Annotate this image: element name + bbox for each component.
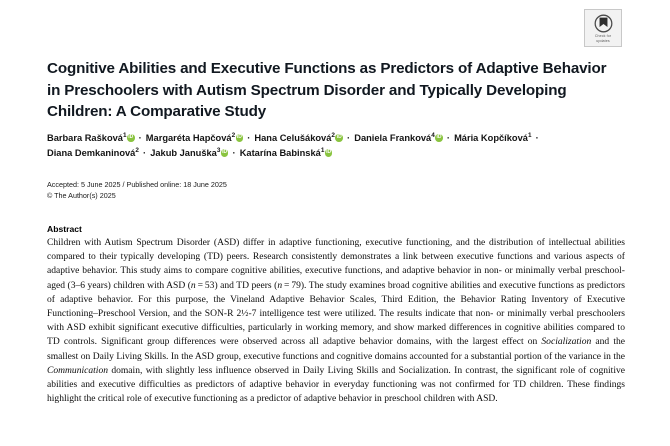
author-separator: · bbox=[533, 133, 539, 143]
author-affiliation-marker: 2 bbox=[231, 131, 236, 139]
abstract-italic-term: n bbox=[277, 279, 283, 291]
orcid-icon[interactable] bbox=[221, 149, 229, 157]
author-affiliation-marker: 1 bbox=[320, 146, 325, 154]
author-name: Mária Kopčíková$^1$ bbox=[454, 131, 532, 143]
author-separator: · bbox=[344, 133, 353, 143]
author-name: Barbara Rašková$^1$iD bbox=[47, 133, 135, 143]
orcid-icon[interactable] bbox=[325, 149, 333, 157]
author-separator: · bbox=[244, 133, 253, 143]
page-title: Cognitive Abilities and Executive Functions as Predictors of Adaptive Behavior in Preschoolers with Autism Spectrum Disorder and Typically Developing Children: A Comparative Study bbox=[47, 60, 607, 121]
author-affiliation-marker: 1 bbox=[527, 131, 532, 139]
author-name: Jakub Januška$^3$iD bbox=[150, 148, 228, 158]
abstract-section bbox=[47, 224, 625, 406]
crossmark-label-line2: updates bbox=[596, 39, 610, 43]
orcid-icon[interactable] bbox=[435, 134, 443, 142]
crossmark-badge[interactable] bbox=[584, 9, 622, 47]
author-separator: · bbox=[136, 133, 145, 143]
author-name: Katarína Babinská$^1$iD bbox=[240, 148, 333, 158]
author-list bbox=[47, 131, 627, 161]
orcid-icon[interactable] bbox=[127, 134, 135, 142]
orcid-icon[interactable] bbox=[236, 134, 244, 142]
accepted-date-line: Accepted: 5 June 2025 / Published online: 18 June 2025 bbox=[47, 180, 227, 189]
author-affiliation-marker: 3 bbox=[216, 146, 221, 154]
copyright-line: © The Author(s) 2025 bbox=[47, 190, 116, 200]
author-name: Margaréta Hapčová$^2$iD bbox=[146, 133, 243, 143]
author-separator: · bbox=[229, 148, 239, 158]
crossmark-label-line1: Check for bbox=[594, 33, 612, 38]
crossmark-icon bbox=[594, 14, 613, 33]
author-affiliation-marker: 1 bbox=[122, 131, 127, 139]
author-affiliation-marker: 4 bbox=[431, 131, 435, 139]
abstract-body: Children with Autism Spectrum Disorder (ASD) differ in adaptive functioning, executive functioning, and the distribution of intellectual abilities compared to their typically developing (TD) peers. Research consistently demonstrates a link between executive functions and various aspects of adaptive behavior. This study aims to compare cognitive abilities, executive functions, and adaptive behavior in non- or minimally verbal preschool-aged (3–6 years) children with ASD (n = 53) and TD peers (n = 79). The study examines broad cognitive abilities and executive functions as predictors of adaptive behavior. For this purpose, the Vineland Adaptive Behavior Scales, Third Edition, the Behavior Rating Inventory of Executive Functioning–Preschool Version, and the SON-R 2½-7 intelligence test were utilized. The results indicate that non- or minimally verbal preschoolers with ASD exhibit significant executive difficulties, particularly in working memory, and show marked differences in cognitive abilities compared to TD controls. Significant group differences were observed across all adaptive behavior domains, with the largest effect on Socialization and the smallest on Daily Living Skills. In the ASD group, executive functions and cognitive domains accounted for a substantial portion of the variance in the Communication domain, with slightly less influence observed in Daily Living Skills and Socialization. In contrast, the significant role of cognitive abilities and executive difficulties as predictors of adaptive behavior in everyday functioning was not confirmed for TD children. These findings highlight the critical role of executive functioning as a predictor of adaptive behavior in preschool children with ASD. bbox=[47, 237, 625, 405]
author-separator: · bbox=[444, 133, 453, 143]
orcid-icon[interactable] bbox=[335, 134, 343, 142]
author-name: Diana Demkaninová$^2$ bbox=[47, 146, 139, 158]
publication-info bbox=[47, 180, 227, 201]
abstract-italic-term: Socialization bbox=[541, 336, 592, 348]
abstract-heading: Abstract bbox=[47, 224, 82, 234]
author-separator: · bbox=[140, 148, 149, 158]
author-name: Daniela Franková$^4$iD bbox=[354, 133, 443, 143]
abstract-italic-term: Communication bbox=[47, 364, 108, 376]
author-affiliation-marker: 2 bbox=[135, 146, 139, 154]
author-affiliation-marker: 2 bbox=[331, 131, 335, 139]
abstract-italic-term: n bbox=[190, 279, 196, 291]
author-name: Hana Celušáková$^2$iD bbox=[254, 133, 343, 143]
